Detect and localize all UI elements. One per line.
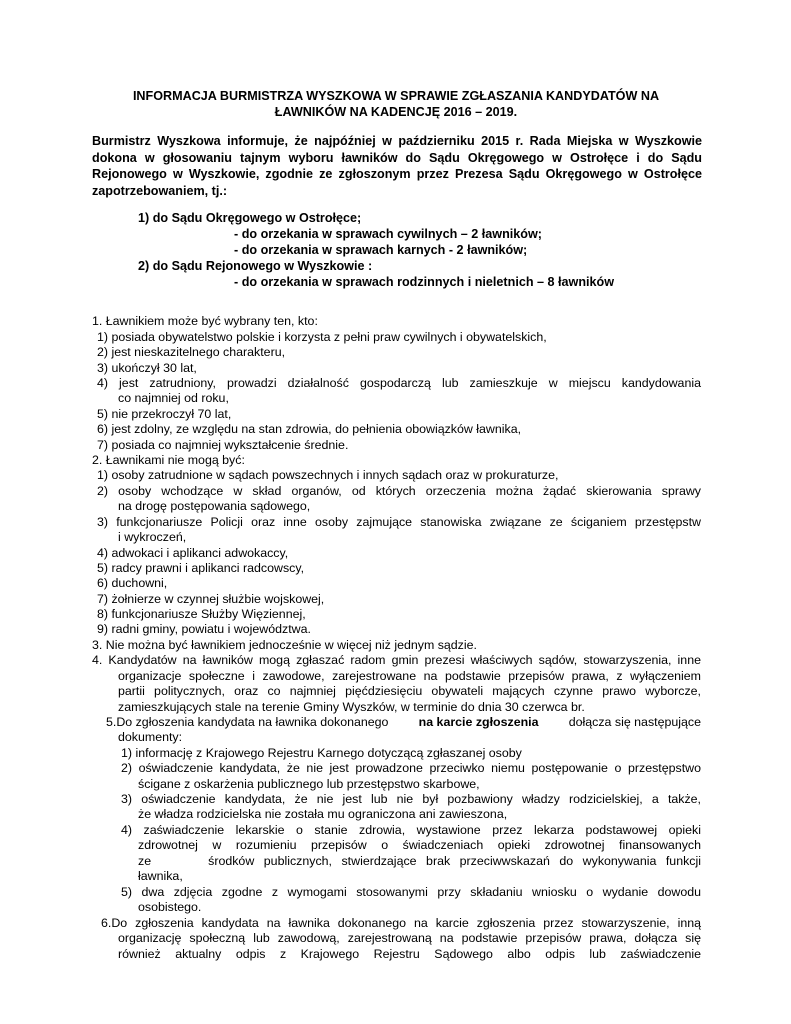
list-item: 4) zaświadczenie lekarskie o stanie zdrowia, wystawione przez lekarza podstawowej opieki — [121, 823, 701, 837]
list-item-continuation: osobistego. — [138, 900, 202, 914]
list-item: 3) funkcjonariusze Policji oraz inne osoby zajmujące stanowiska związane ze ściganiem przestępstw — [97, 515, 701, 529]
list-item: 4) adwokaci i aplikanci adwokaccy, — [97, 546, 289, 560]
section-heading: 1. Ławnikiem może być wybrany ten, kto: — [92, 314, 318, 328]
list-item: 3) oświadczenie kandydata, że nie jest lub nie był pozbawiony władzy rodzicielskiej, a także, — [121, 792, 701, 806]
list-item: 5) nie przekroczył 70 lat, — [97, 407, 232, 421]
list-item-continuation: co najmniej od roku, — [118, 391, 229, 405]
section-5-heading-cont: dokumenty: — [118, 730, 183, 744]
list-item: 8) funkcjonariusze Służby Więziennej, — [97, 607, 306, 621]
list-item: 6) jest zdolny, ze względu na stan zdrowia, do pełnienia obowiązków ławnika, — [97, 422, 522, 436]
list-item: 1) osoby zatrudnione w sądach powszechnych i innych sądach oraz w prokuraturze, — [97, 468, 559, 482]
intro-paragraph — [92, 133, 702, 199]
list-item-continuation: ze środków publicznych, stwierdzające brak przeciwwskazań do wykonywania funkcji — [138, 854, 701, 868]
document-title — [90, 88, 702, 120]
heading-bold-part: na karcie zgłoszenia — [418, 715, 539, 729]
court-rejonowy-family: - do orzekania w sprawach rodzinnych i nieletnich – 8 ławników — [234, 275, 615, 289]
list-item: 1) informację z Krajowego Rejestru Karnego dotyczącą zgłaszanej osoby — [121, 746, 522, 760]
list-item: 5) radcy prawni i aplikanci radcowscy, — [97, 561, 305, 575]
paragraph-line: zamieszkujących stale na terenie Gminy Wyszków, w terminie do dnia 30 czerwca br. — [118, 700, 585, 714]
list-item: 6) duchowni, — [97, 576, 168, 590]
court-rejonowy: 2) do Sądu Rejonowego w Wyszkowie : — [138, 259, 373, 273]
section-3: 3. Nie można być ławnikiem jednocześnie w więcej niż jednym sądzie. — [92, 638, 477, 652]
list-item: 2) osoby wchodzące w skład organów, od których orzeczenia można żądać skierowania sprawy — [97, 484, 701, 498]
section-heading: 2. Ławnikami nie mogą być: — [92, 453, 245, 467]
paragraph-line: również aktualny odpis z Krajowego Rejestru Sądowego albo odpis lub zaświadczenie — [118, 947, 701, 961]
list-item: 7) posiada co najmniej wykształcenie średnie. — [97, 438, 349, 452]
paragraph-line: partii politycznych, oraz co najmniej pięćdziesięciu obywateli mających czynne prawo wyborcze, — [118, 684, 701, 698]
list-item: 5) dwa zdjęcia zgodne z wymogami stosowanymi przy składaniu wniosku o wydanie dowodu — [121, 885, 701, 899]
list-item: 2) jest nieskazitelnego charakteru, — [97, 345, 286, 359]
heading-text-part: 5.Do zgłoszenia kandydata na ławnika dokonanego — [106, 715, 392, 729]
list-item: 3) ukończył 30 lat, — [97, 361, 197, 375]
intro-line: zapotrzebowaniem, tj.: — [92, 183, 228, 198]
list-item: 2) oświadczenie kandydata, że nie jest prowadzone przeciwko niemu postępowanie o przestępstwo — [121, 761, 701, 775]
court-okregowy: 1) do Sądu Okręgowego w Ostrołęce; — [138, 211, 362, 225]
list-item-continuation: na drogę postępowania sądowego, — [118, 499, 311, 513]
list-item: 9) radni gminy, powiatu i województwa. — [97, 622, 311, 636]
list-item-continuation: i wykroczeń, — [118, 530, 187, 544]
list-item-continuation: ławnika, — [138, 869, 183, 883]
list-item-continuation: zdrowotnej w rozumieniu przepisów o świadczeniach opieki zdrowotnej finansowanych — [138, 838, 701, 852]
paragraph-line: organizację społeczną lub zawodową, zarejestrowaną na podstawie przepisów prawa, dołącza się — [118, 931, 701, 945]
paragraph-line: organizacje społeczne i zawodowe, zarejestrowane na podstawie przepisów prawa, z wyłączeniem — [118, 669, 701, 683]
title-line-1: INFORMACJA BURMISTRZA WYSZKOWA W SPRAWIE ZGŁASZANIA KANDYDATÓW NA — [132, 89, 660, 103]
list-item: 7) żołnierze w czynnej służbie wojskowej, — [97, 592, 325, 606]
intro-line: dokona w głosowaniu tajnym wyboru ławników do Sądu Okręgowego w Ostrołęce i do Sądu — [92, 150, 702, 165]
heading-text-part: dołącza się następujące — [565, 715, 701, 729]
title-line-2: ŁAWNIKÓW NA KADENCJĘ 2016 – 2019. — [274, 105, 518, 119]
list-item-continuation: że władza rodzicielska nie została mu ograniczona ani zawieszona, — [138, 807, 508, 821]
intro-line: Burmistrz Wyszkowa informuje, że najpóźniej w październiku 2015 r. Rada Miejska w Wyszkowie — [92, 134, 702, 148]
intro-line: Rejonowego w Wyszkowie, zgodnie ze zgłoszonym przez Prezesa Sądu Okręgowego w Ostrołęce — [92, 167, 702, 181]
list-item-continuation: ścigane z oskarżenia publicznego lub przestępstwo skarbowe, — [138, 777, 480, 791]
list-item: 1) posiada obywatelstwo polskie i korzysta z pełni praw cywilnych i obywatelskich, — [97, 330, 547, 344]
section-5-heading — [106, 715, 701, 730]
list-item: 4) jest zatrudniony, prowadzi działalność gospodarczą lub zamieszkuje w miejscu kandydowania — [97, 376, 701, 390]
court-okregowy-civil: - do orzekania w sprawach cywilnych – 2 ławników; — [234, 227, 542, 241]
paragraph-line: 4. Kandydatów na ławników mogą zgłaszać radom gmin prezesi właściwych sądów, stowarzyszenia, inne — [92, 653, 701, 667]
court-okregowy-criminal: - do orzekania w sprawach karnych - 2 ławników; — [234, 243, 528, 257]
paragraph-line: 6.Do zgłoszenia kandydata na ławnika dokonanego na karcie zgłoszenia przez stowarzyszenie, inną — [101, 916, 701, 930]
